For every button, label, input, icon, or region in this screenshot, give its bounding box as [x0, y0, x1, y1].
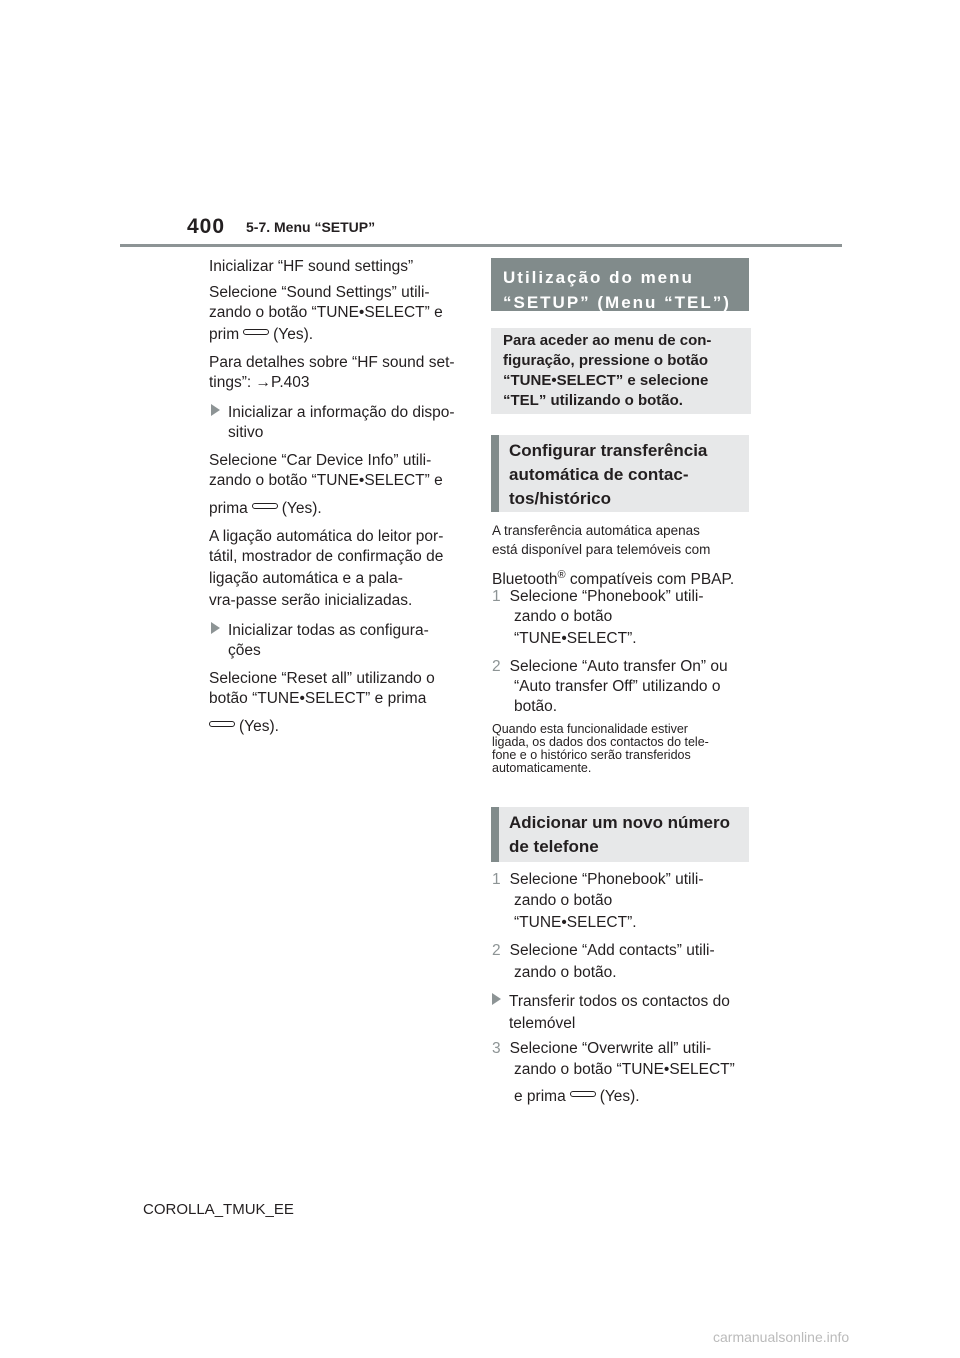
heading-line: Adicionar um novo número — [509, 813, 731, 832]
section-heading — [491, 258, 749, 311]
text-fragment: (Yes). — [273, 326, 314, 343]
heading-line: tos/histórico — [509, 489, 612, 508]
watermark: carmanualsonline.info — [713, 1329, 850, 1345]
text-fragment: Inicializar a informação do dispo- — [228, 404, 455, 421]
page-reference: P.403 — [271, 374, 310, 391]
text-fragment: tings”: — [209, 374, 252, 391]
text-fragment: (Yes). — [281, 500, 322, 517]
text-line: zando o botão — [514, 608, 613, 625]
step-text: Selecione “Phonebook” utili- — [509, 588, 704, 605]
text-fragment: Inicializar todas as configura- — [228, 622, 429, 639]
step-number: 3 — [492, 1040, 501, 1057]
registered-mark: ® — [557, 569, 566, 581]
yes-button-icon — [252, 503, 278, 509]
text-line: Selecione “Sound Settings” utili- — [209, 284, 430, 301]
text-fragment: Transferir todos os contactos do — [509, 993, 730, 1010]
step-number: 1 — [492, 871, 501, 888]
text-line: telemóvel — [509, 1015, 576, 1032]
text-line: ções — [228, 642, 261, 659]
text-line: botão “TUNE•SELECT” e prima — [209, 690, 427, 707]
text-line: “TUNE•SELECT”. — [514, 914, 637, 931]
text-fragment: (Yes). — [239, 718, 279, 735]
intro-line: figuração, pressione o botão — [503, 352, 709, 369]
text-line: sitivo — [228, 424, 264, 441]
intro-line: “TEL” utilizando o botão. — [503, 392, 683, 409]
yes-button-icon — [243, 329, 269, 335]
heading-line: “SETUP” (Menu “TEL”) — [503, 293, 731, 312]
intro-line: Para aceder ao menu de con- — [503, 332, 712, 349]
text-fragment: prim — [209, 326, 240, 343]
page-number: 400 — [187, 215, 226, 238]
step-text: Selecione “Auto transfer On” ou — [509, 658, 728, 675]
text-line: vra-passe serão inicializadas. — [209, 592, 413, 609]
subsection-heading — [491, 435, 749, 512]
triangle-bullet-icon — [211, 622, 220, 634]
step-number: 1 — [492, 588, 501, 605]
heading-line: de telefone — [509, 837, 599, 856]
step-text: Selecione “Overwrite all” utili- — [509, 1040, 712, 1057]
bullet-heading — [492, 990, 730, 1014]
text-line: “Auto transfer Off” utilizando o — [514, 678, 721, 695]
text-line — [209, 323, 313, 347]
text-line: zando o botão — [514, 892, 613, 909]
step-text: Selecione “Add contacts” utili- — [509, 942, 715, 959]
text-line — [514, 1085, 640, 1109]
step-number: 2 — [492, 658, 501, 675]
header-rule — [120, 244, 842, 247]
subsection-heading — [491, 807, 749, 862]
text-line — [209, 497, 322, 521]
text-line: ligação automática e a pala- — [209, 570, 403, 587]
text-line: Para detalhes sobre “HF sound set- — [209, 354, 455, 371]
note-line: automaticamente. — [492, 761, 592, 775]
text-line: zando o botão “TUNE•SELECT” e — [209, 472, 443, 489]
heading-line: Configurar transferência — [509, 441, 708, 460]
intro-box — [491, 328, 751, 414]
text-line: está disponível para telemóveis com — [492, 542, 711, 557]
text-fragment: prima — [209, 500, 248, 517]
text-line: Selecione “Car Device Info” utili- — [209, 452, 432, 469]
text-fragment: e prima — [514, 1088, 566, 1105]
text-line: zando o botão “TUNE•SELECT” — [514, 1061, 735, 1078]
heading-line: automática de contac- — [509, 465, 689, 484]
text-line: “TUNE•SELECT”. — [514, 630, 637, 647]
note-line: ligada, os dados dos contactos do tele- — [492, 735, 709, 749]
text-line: Inicializar “HF sound settings” — [209, 258, 414, 275]
text-line: A transferência automática apenas — [492, 523, 700, 538]
yes-button-icon — [570, 1091, 596, 1097]
text-fragment: (Yes). — [599, 1088, 640, 1105]
text-line: Selecione “Reset all” utilizando o — [209, 670, 435, 687]
note-line: fone e o histórico serão transferidos — [492, 748, 691, 762]
text-fragment: Bluetooth — [492, 571, 558, 589]
text-line: botão. — [514, 698, 558, 715]
step-number: 2 — [492, 942, 501, 959]
text-line: zando o botão “TUNE•SELECT” e — [209, 304, 443, 321]
document-code: COROLLA_TMUK_EE — [143, 1201, 294, 1218]
text-line: A ligação automática do leitor por- — [209, 528, 444, 545]
intro-line: “TUNE•SELECT” e selecione — [503, 372, 709, 389]
reference-arrow-icon: → — [255, 374, 272, 391]
triangle-bullet-icon — [492, 993, 501, 1005]
heading-line: Utilização do menu — [503, 268, 694, 287]
yes-button-icon — [209, 721, 235, 727]
text-fragment: compatíveis com PBAP. — [565, 571, 735, 589]
section-title: 5-7. Menu “SETUP” — [246, 219, 376, 235]
text-line: zando o botão. — [514, 964, 617, 981]
text-line — [205, 715, 279, 739]
triangle-bullet-icon — [211, 404, 220, 416]
text-line: tátil, mostrador de confirmação de — [209, 548, 444, 565]
step-text: Selecione “Phonebook” utili- — [509, 871, 704, 888]
step-item — [492, 939, 715, 963]
text-line — [209, 371, 310, 395]
note-line: Quando esta funcionalidade estiver — [492, 722, 688, 736]
